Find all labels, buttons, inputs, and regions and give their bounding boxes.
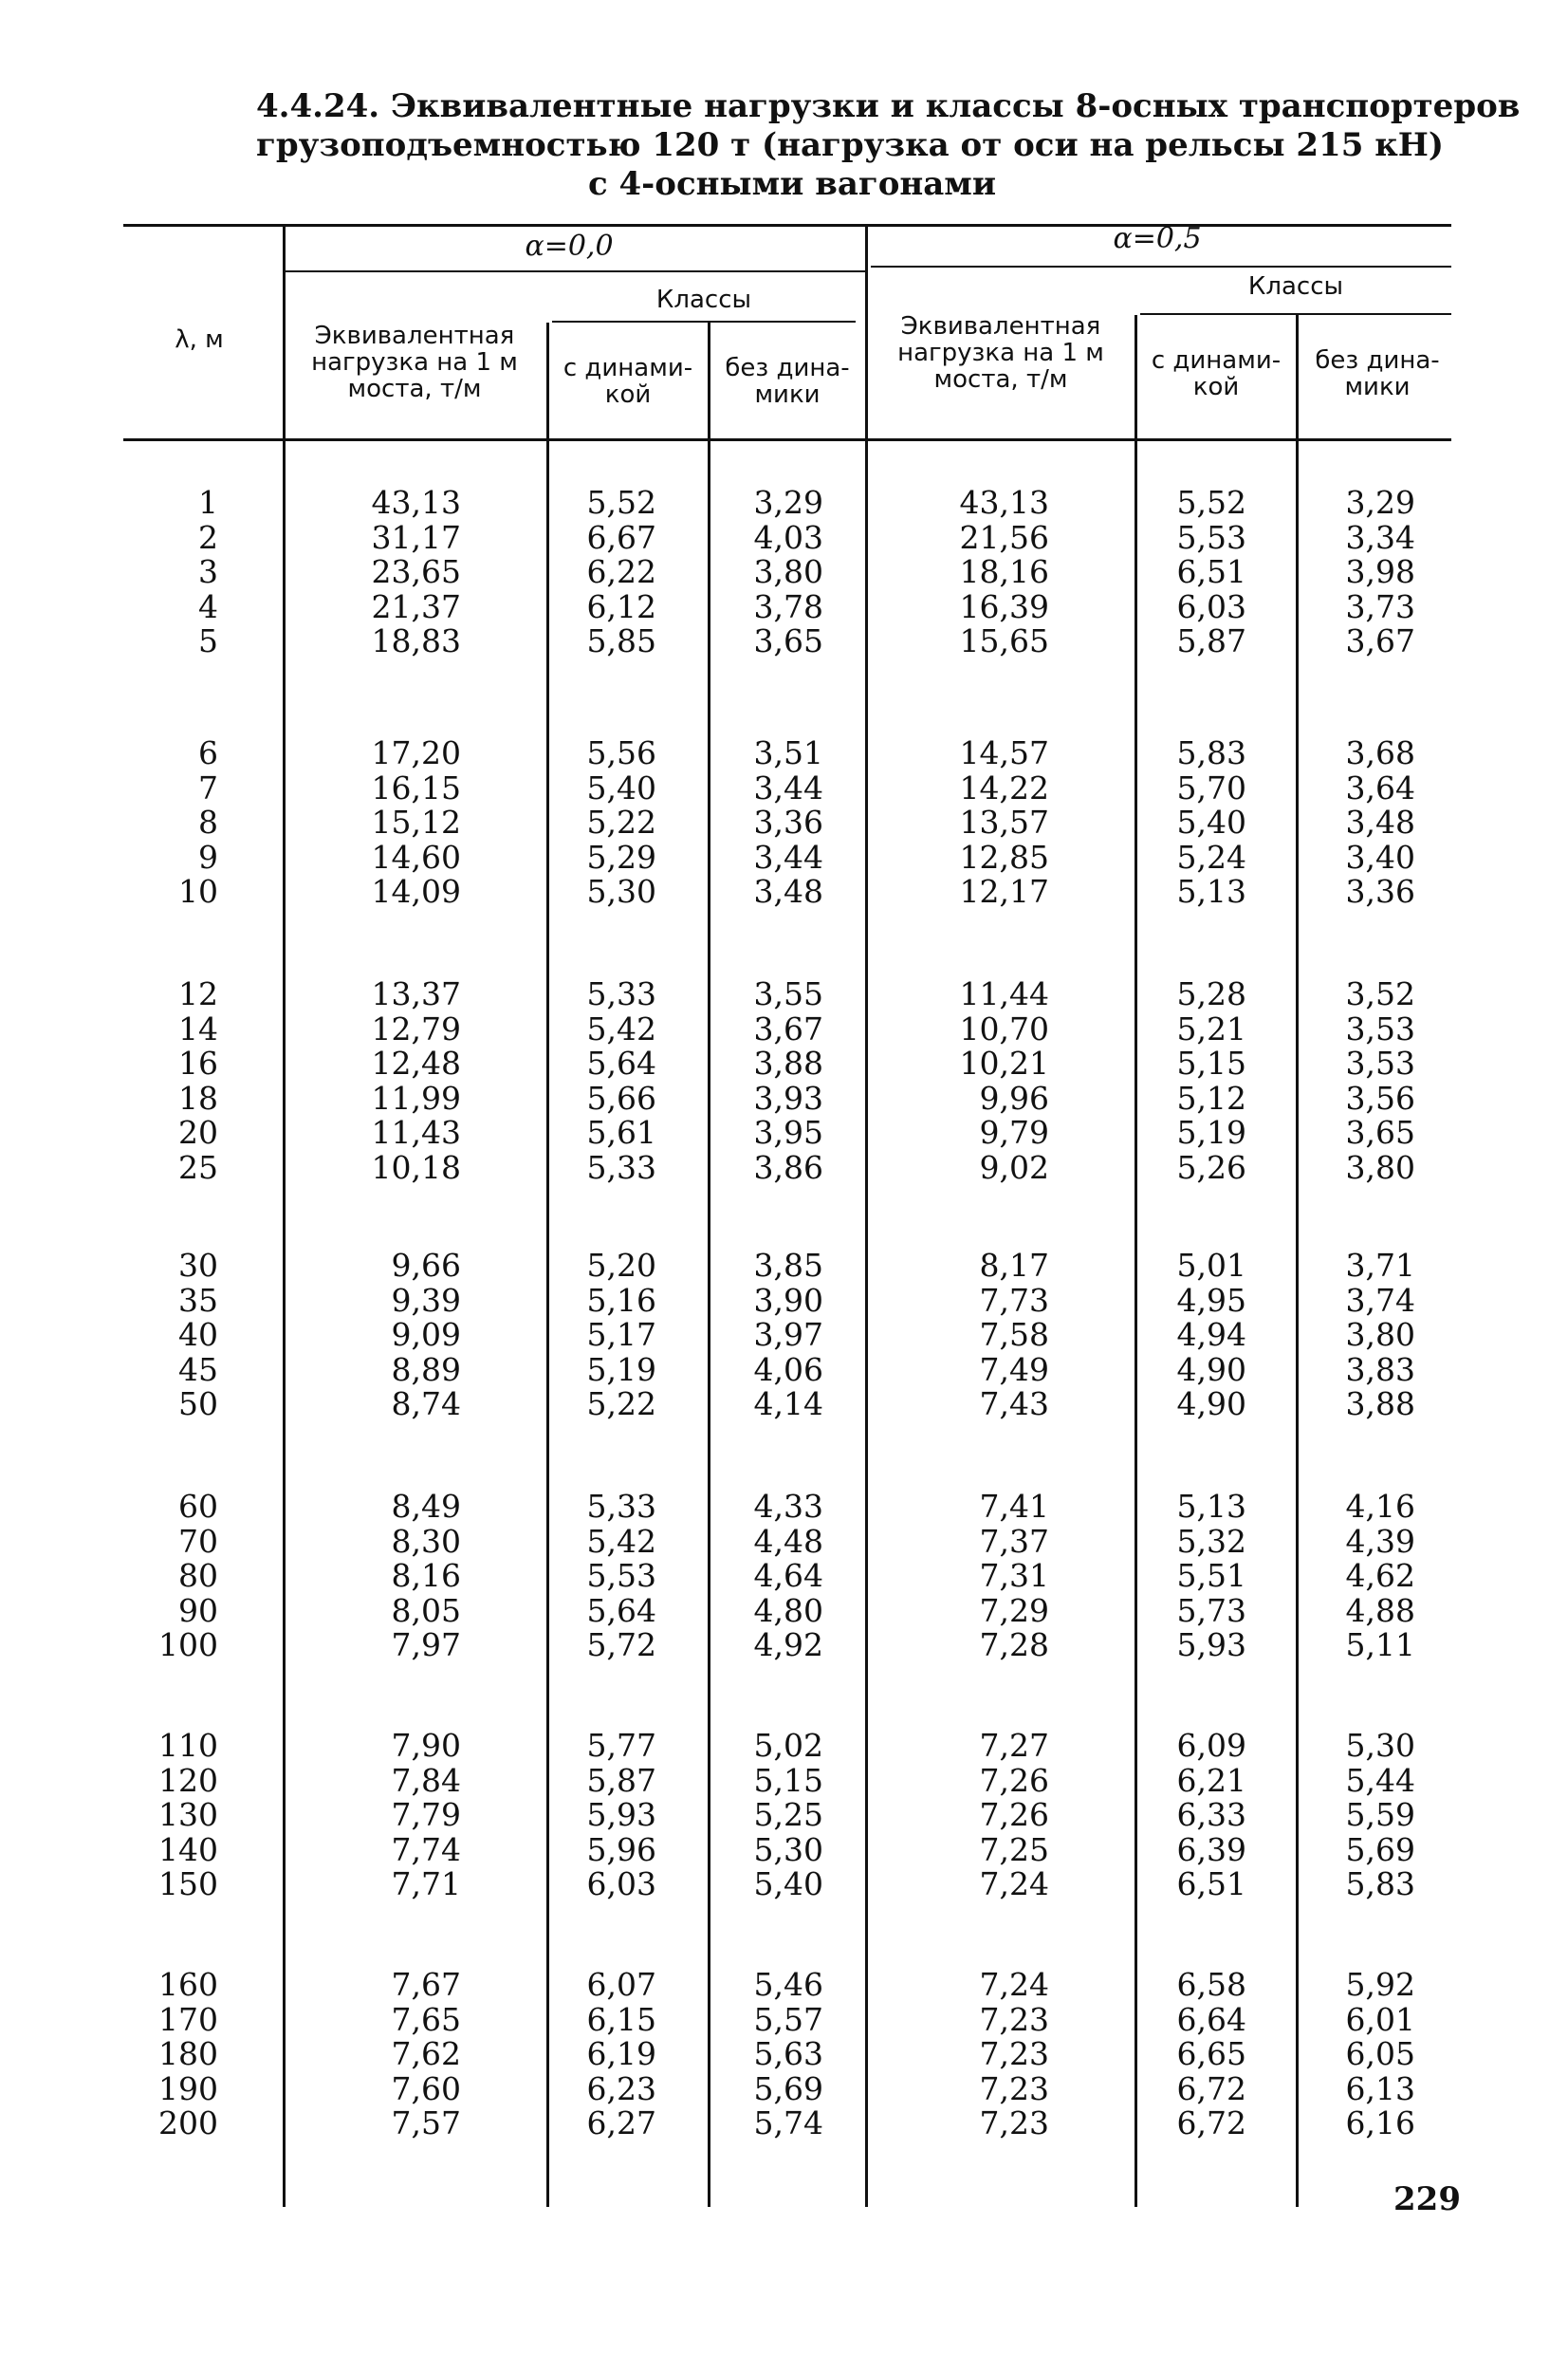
cell-lambda: 120 [158, 1761, 218, 1799]
cell-dyn-0: 5,61 [586, 1114, 656, 1151]
dyn-5-line-1: с динами- [1151, 346, 1282, 375]
cell-lambda: 7 [198, 769, 218, 806]
title-line-1: 4.4.24. Эквивалентные нагрузки и классы 8-осных транспортеров [256, 87, 1521, 125]
cell-dyn-5: 5,01 [1176, 1247, 1246, 1284]
cell-equiv-0: 7,74 [391, 1830, 461, 1868]
cell-dyn-0: 5,33 [586, 1148, 656, 1186]
col-divider-3 [708, 323, 710, 2207]
cell-nodyn-0: 3,78 [753, 587, 823, 625]
cell-nodyn-5: 5,92 [1345, 1966, 1415, 2003]
cell-nodyn-0: 4,64 [753, 1557, 823, 1594]
cell-lambda: 40 [178, 1316, 218, 1353]
cell-nodyn-0: 3,90 [753, 1281, 823, 1319]
cell-dyn-5: 6,65 [1176, 2035, 1246, 2072]
header-dyn-0 [552, 355, 704, 408]
header-nodyn-5 [1301, 347, 1453, 400]
classes0-underline [552, 321, 856, 323]
cell-nodyn-5: 3,29 [1345, 484, 1415, 521]
header-equiv-5 [873, 313, 1129, 393]
cell-nodyn-5: 6,01 [1345, 2000, 1415, 2038]
cell-nodyn-5: 5,59 [1345, 1796, 1415, 1833]
cell-equiv-5: 7,58 [979, 1316, 1049, 1353]
cell-equiv-5: 14,22 [959, 769, 1049, 806]
cell-lambda: 6 [198, 734, 218, 771]
cell-equiv-0: 11,43 [371, 1114, 461, 1151]
cell-lambda: 10 [178, 873, 218, 910]
nodyn-5-line-2: мики [1344, 373, 1411, 401]
cell-nodyn-0: 3,93 [753, 1079, 823, 1117]
cell-nodyn-5: 4,16 [1345, 1488, 1415, 1525]
cell-nodyn-5: 6,13 [1345, 2069, 1415, 2107]
cell-equiv-5: 7,26 [979, 1761, 1049, 1799]
cell-nodyn-5: 5,83 [1345, 1865, 1415, 1902]
cell-nodyn-5: 3,80 [1345, 1316, 1415, 1353]
cell-equiv-0: 13,37 [371, 975, 461, 1012]
cell-dyn-0: 5,66 [586, 1079, 656, 1117]
cell-equiv-0: 12,79 [371, 1010, 461, 1047]
cell-lambda: 30 [178, 1247, 218, 1284]
cell-dyn-0: 5,22 [586, 804, 656, 841]
cell-equiv-5: 9,02 [979, 1148, 1049, 1186]
cell-equiv-0: 8,74 [391, 1385, 461, 1422]
cell-dyn-5: 5,12 [1176, 1079, 1246, 1117]
cell-lambda: 25 [178, 1148, 218, 1186]
dyn-0-line-2: кой [604, 380, 652, 409]
cell-equiv-5: 7,31 [979, 1557, 1049, 1594]
cell-nodyn-0: 3,51 [753, 734, 823, 771]
cell-nodyn-0: 5,25 [753, 1796, 823, 1833]
cell-nodyn-5: 3,88 [1345, 1385, 1415, 1422]
cell-dyn-0: 5,77 [586, 1727, 656, 1764]
cell-dyn-0: 5,87 [586, 1761, 656, 1799]
cell-nodyn-5: 5,44 [1345, 1761, 1415, 1799]
cell-lambda: 20 [178, 1114, 218, 1151]
cell-equiv-0: 14,09 [371, 873, 461, 910]
cell-dyn-0: 6,19 [586, 2035, 656, 2072]
cell-dyn-0: 5,56 [586, 734, 656, 771]
cell-nodyn-5: 4,39 [1345, 1522, 1415, 1560]
cell-equiv-0: 9,66 [391, 1247, 461, 1284]
cell-lambda: 90 [178, 1591, 218, 1629]
equiv-5-line-3: моста, т/м [933, 365, 1068, 394]
cell-lambda: 35 [178, 1281, 218, 1319]
col-divider-2 [546, 323, 549, 2207]
cell-dyn-5: 5,32 [1176, 1522, 1246, 1560]
cell-dyn-5: 6,58 [1176, 1966, 1246, 2003]
col-divider-4 [865, 224, 868, 2207]
dyn-0-line-1: с динами- [563, 354, 693, 382]
cell-dyn-5: 5,19 [1176, 1114, 1246, 1151]
alpha5-underline [871, 266, 1451, 268]
cell-equiv-5: 18,16 [959, 553, 1049, 590]
cell-equiv-0: 7,84 [391, 1761, 461, 1799]
cell-nodyn-0: 4,92 [753, 1626, 823, 1663]
cell-nodyn-0: 5,02 [753, 1727, 823, 1764]
cell-nodyn-5: 6,05 [1345, 2035, 1415, 2072]
cell-dyn-0: 5,64 [586, 1591, 656, 1629]
cell-equiv-0: 15,12 [371, 804, 461, 841]
cell-dyn-5: 6,64 [1176, 2000, 1246, 2038]
cell-dyn-0: 5,16 [586, 1281, 656, 1319]
cell-dyn-5: 6,51 [1176, 1865, 1246, 1902]
cell-dyn-5: 4,94 [1176, 1316, 1246, 1353]
header-classes-5: Классы [1247, 272, 1344, 301]
cell-equiv-5: 7,23 [979, 2035, 1049, 2072]
cell-dyn-5: 6,39 [1176, 1830, 1246, 1868]
cell-lambda: 4 [198, 587, 218, 625]
cell-nodyn-5: 3,68 [1345, 734, 1415, 771]
cell-dyn-5: 5,73 [1176, 1591, 1246, 1629]
cell-lambda: 80 [178, 1557, 218, 1594]
header-alpha-5: α=0,5 [1113, 222, 1202, 255]
cell-dyn-0: 5,19 [586, 1350, 656, 1388]
cell-lambda: 16 [178, 1045, 218, 1082]
cell-equiv-0: 7,97 [391, 1626, 461, 1663]
alpha0-underline [285, 270, 865, 272]
cell-dyn-0: 5,72 [586, 1626, 656, 1663]
cell-dyn-5: 6,33 [1176, 1796, 1246, 1833]
cell-dyn-0: 6,07 [586, 1966, 656, 2003]
cell-nodyn-0: 4,03 [753, 518, 823, 556]
cell-dyn-5: 5,70 [1176, 769, 1246, 806]
cell-lambda: 60 [178, 1488, 218, 1525]
cell-nodyn-0: 3,88 [753, 1045, 823, 1082]
cell-dyn-0: 5,42 [586, 1522, 656, 1560]
equiv-0-line-3: моста, т/м [347, 375, 482, 403]
cell-lambda: 100 [158, 1626, 218, 1663]
cell-nodyn-5: 3,36 [1345, 873, 1415, 910]
cell-lambda: 170 [158, 2000, 218, 2038]
cell-nodyn-0: 3,44 [753, 838, 823, 876]
cell-dyn-0: 6,27 [586, 2104, 656, 2141]
cell-nodyn-0: 5,74 [753, 2104, 823, 2141]
cell-equiv-5: 16,39 [959, 587, 1049, 625]
cell-dyn-5: 5,51 [1176, 1557, 1246, 1594]
cell-equiv-5: 7,41 [979, 1488, 1049, 1525]
cell-equiv-5: 7,24 [979, 1966, 1049, 2003]
cell-equiv-5: 7,23 [979, 2104, 1049, 2141]
cell-nodyn-5: 4,62 [1345, 1557, 1415, 1594]
cell-lambda: 18 [178, 1079, 218, 1117]
cell-nodyn-0: 3,95 [753, 1114, 823, 1151]
dyn-5-line-2: кой [1192, 373, 1240, 401]
header-lambda: λ, м [175, 325, 224, 354]
cell-lambda: 3 [198, 553, 218, 590]
cell-equiv-5: 10,70 [959, 1010, 1049, 1047]
cell-equiv-5: 7,26 [979, 1796, 1049, 1833]
cell-lambda: 130 [158, 1796, 218, 1833]
cell-equiv-0: 8,30 [391, 1522, 461, 1560]
cell-nodyn-0: 3,85 [753, 1247, 823, 1284]
cell-equiv-0: 31,17 [371, 518, 461, 556]
cell-lambda: 9 [198, 838, 218, 876]
cell-equiv-5: 9,79 [979, 1114, 1049, 1151]
cell-equiv-0: 8,49 [391, 1488, 461, 1525]
cell-nodyn-5: 3,73 [1345, 587, 1415, 625]
cell-equiv-5: 7,23 [979, 2000, 1049, 2038]
cell-equiv-5: 12,17 [959, 873, 1049, 910]
cell-dyn-0: 6,67 [586, 518, 656, 556]
cell-equiv-0: 23,65 [371, 553, 461, 590]
cell-lambda: 14 [178, 1010, 218, 1047]
cell-equiv-0: 8,05 [391, 1591, 461, 1629]
cell-equiv-0: 11,99 [371, 1079, 461, 1117]
cell-equiv-5: 7,37 [979, 1522, 1049, 1560]
cell-dyn-5: 5,53 [1176, 518, 1246, 556]
cell-dyn-0: 5,40 [586, 769, 656, 806]
cell-equiv-5: 7,28 [979, 1626, 1049, 1663]
cell-dyn-5: 6,03 [1176, 587, 1246, 625]
cell-nodyn-5: 3,53 [1345, 1010, 1415, 1047]
cell-equiv-0: 21,37 [371, 587, 461, 625]
header-bottom-rule [123, 438, 1451, 441]
cell-nodyn-0: 4,48 [753, 1522, 823, 1560]
nodyn-0-line-1: без дина- [725, 354, 850, 382]
cell-dyn-5: 6,21 [1176, 1761, 1246, 1799]
cell-lambda: 140 [158, 1830, 218, 1868]
cell-nodyn-5: 3,34 [1345, 518, 1415, 556]
cell-nodyn-0: 3,97 [753, 1316, 823, 1353]
cell-equiv-5: 7,25 [979, 1830, 1049, 1868]
cell-equiv-5: 9,96 [979, 1079, 1049, 1117]
cell-nodyn-0: 3,44 [753, 769, 823, 806]
cell-dyn-0: 5,42 [586, 1010, 656, 1047]
cell-lambda: 2 [198, 518, 218, 556]
cell-dyn-5: 5,83 [1176, 734, 1246, 771]
cell-dyn-5: 4,90 [1176, 1350, 1246, 1388]
cell-lambda: 70 [178, 1522, 218, 1560]
col-divider-1 [283, 224, 286, 2207]
cell-equiv-0: 8,16 [391, 1557, 461, 1594]
cell-equiv-0: 8,89 [391, 1350, 461, 1388]
cell-dyn-0: 5,85 [586, 622, 656, 659]
cell-equiv-0: 18,83 [371, 622, 461, 659]
cell-lambda: 12 [178, 975, 218, 1012]
cell-equiv-5: 11,44 [959, 975, 1049, 1012]
cell-nodyn-5: 3,64 [1345, 769, 1415, 806]
cell-lambda: 8 [198, 804, 218, 841]
cell-nodyn-5: 3,83 [1345, 1350, 1415, 1388]
title-line-2: грузоподъемностью 120 т (нагрузка от оси на рельсы 215 кН) [256, 126, 1444, 164]
cell-nodyn-0: 3,36 [753, 804, 823, 841]
cell-nodyn-5: 6,16 [1345, 2104, 1415, 2141]
cell-nodyn-5: 3,71 [1345, 1247, 1415, 1284]
cell-equiv-5: 21,56 [959, 518, 1049, 556]
cell-nodyn-5: 3,48 [1345, 804, 1415, 841]
cell-lambda: 180 [158, 2035, 218, 2072]
page-number: 229 [1393, 2180, 1461, 2218]
cell-nodyn-5: 3,80 [1345, 1148, 1415, 1186]
cell-nodyn-5: 5,11 [1345, 1626, 1415, 1663]
cell-equiv-5: 7,43 [979, 1385, 1049, 1422]
cell-nodyn-0: 3,48 [753, 873, 823, 910]
col-divider-5 [1134, 315, 1137, 2207]
cell-dyn-0: 6,23 [586, 2069, 656, 2107]
cell-dyn-0: 5,93 [586, 1796, 656, 1833]
cell-nodyn-0: 5,63 [753, 2035, 823, 2072]
cell-dyn-0: 5,33 [586, 1488, 656, 1525]
cell-lambda: 110 [158, 1727, 218, 1764]
cell-dyn-5: 5,13 [1176, 873, 1246, 910]
cell-equiv-5: 7,73 [979, 1281, 1049, 1319]
cell-nodyn-0: 4,33 [753, 1488, 823, 1525]
cell-nodyn-0: 3,65 [753, 622, 823, 659]
cell-nodyn-5: 3,98 [1345, 553, 1415, 590]
cell-dyn-5: 5,52 [1176, 484, 1246, 521]
cell-dyn-0: 5,53 [586, 1557, 656, 1594]
cell-equiv-0: 7,57 [391, 2104, 461, 2141]
cell-dyn-5: 5,28 [1176, 975, 1246, 1012]
equiv-5-line-1: Эквивалентная [900, 312, 1101, 341]
cell-lambda: 150 [158, 1865, 218, 1902]
cell-equiv-0: 17,20 [371, 734, 461, 771]
cell-equiv-5: 7,49 [979, 1350, 1049, 1388]
cell-lambda: 200 [158, 2104, 218, 2141]
cell-dyn-5: 5,15 [1176, 1045, 1246, 1082]
cell-dyn-0: 5,64 [586, 1045, 656, 1082]
cell-equiv-0: 7,67 [391, 1966, 461, 2003]
cell-lambda: 1 [198, 484, 218, 521]
cell-dyn-5: 4,95 [1176, 1281, 1246, 1319]
cell-nodyn-5: 3,52 [1345, 975, 1415, 1012]
cell-equiv-5: 10,21 [959, 1045, 1049, 1082]
cell-nodyn-5: 3,67 [1345, 622, 1415, 659]
cell-dyn-5: 5,87 [1176, 622, 1246, 659]
header-equiv-0 [290, 323, 539, 402]
cell-equiv-0: 16,15 [371, 769, 461, 806]
cell-dyn-0: 5,20 [586, 1247, 656, 1284]
cell-nodyn-5: 4,88 [1345, 1591, 1415, 1629]
equiv-0-line-1: Эквивалентная [314, 322, 515, 350]
header-dyn-5 [1140, 347, 1292, 400]
header-nodyn-0 [713, 355, 861, 408]
cell-dyn-5: 5,26 [1176, 1148, 1246, 1186]
cell-dyn-5: 4,90 [1176, 1385, 1246, 1422]
cell-equiv-5: 8,17 [979, 1247, 1049, 1284]
cell-dyn-5: 6,51 [1176, 553, 1246, 590]
cell-nodyn-5: 5,69 [1345, 1830, 1415, 1868]
cell-nodyn-0: 5,46 [753, 1966, 823, 2003]
cell-dyn-0: 5,17 [586, 1316, 656, 1353]
cell-nodyn-0: 4,80 [753, 1591, 823, 1629]
cell-dyn-5: 6,09 [1176, 1727, 1246, 1764]
cell-dyn-5: 5,40 [1176, 804, 1246, 841]
cell-lambda: 5 [198, 622, 218, 659]
cell-nodyn-0: 3,86 [753, 1148, 823, 1186]
cell-nodyn-0: 5,40 [753, 1865, 823, 1902]
cell-equiv-0: 7,65 [391, 2000, 461, 2038]
cell-equiv-0: 7,60 [391, 2069, 461, 2107]
cell-nodyn-5: 3,56 [1345, 1079, 1415, 1117]
cell-dyn-5: 6,72 [1176, 2069, 1246, 2107]
cell-dyn-5: 5,21 [1176, 1010, 1246, 1047]
cell-equiv-0: 7,71 [391, 1865, 461, 1902]
cell-equiv-0: 43,13 [371, 484, 461, 521]
cell-equiv-0: 14,60 [371, 838, 461, 876]
cell-nodyn-0: 3,55 [753, 975, 823, 1012]
cell-equiv-5: 7,27 [979, 1727, 1049, 1764]
header-alpha-0: α=0,0 [525, 230, 614, 263]
cell-equiv-0: 7,62 [391, 2035, 461, 2072]
cell-equiv-0: 9,09 [391, 1316, 461, 1353]
cell-equiv-5: 7,29 [979, 1591, 1049, 1629]
equiv-0-line-2: нагрузка на 1 м [311, 348, 518, 377]
cell-nodyn-5: 5,30 [1345, 1727, 1415, 1764]
title-line-3: с 4-осными вагонами [587, 165, 997, 203]
cell-nodyn-0: 5,30 [753, 1830, 823, 1868]
cell-dyn-5: 5,24 [1176, 838, 1246, 876]
cell-dyn-5: 6,72 [1176, 2104, 1246, 2141]
cell-lambda: 190 [158, 2069, 218, 2107]
cell-dyn-5: 5,13 [1176, 1488, 1246, 1525]
cell-equiv-5: 15,65 [959, 622, 1049, 659]
cell-equiv-0: 7,79 [391, 1796, 461, 1833]
cell-nodyn-0: 4,14 [753, 1385, 823, 1422]
cell-dyn-0: 5,33 [586, 975, 656, 1012]
cell-equiv-5: 12,85 [959, 838, 1049, 876]
cell-equiv-0: 12,48 [371, 1045, 461, 1082]
cell-dyn-0: 6,03 [586, 1865, 656, 1902]
cell-nodyn-0: 3,80 [753, 553, 823, 590]
equiv-5-line-2: нагрузка на 1 м [897, 339, 1104, 367]
cell-equiv-5: 7,23 [979, 2069, 1049, 2107]
cell-nodyn-5: 3,40 [1345, 838, 1415, 876]
cell-nodyn-0: 3,67 [753, 1010, 823, 1047]
cell-nodyn-0: 5,57 [753, 2000, 823, 2038]
table-title [256, 87, 1521, 204]
cell-dyn-0: 5,30 [586, 873, 656, 910]
cell-nodyn-5: 3,74 [1345, 1281, 1415, 1319]
nodyn-0-line-2: мики [754, 380, 821, 409]
cell-equiv-5: 13,57 [959, 804, 1049, 841]
cell-equiv-5: 43,13 [959, 484, 1049, 521]
header-classes-0: Классы [655, 286, 752, 314]
col-divider-6 [1296, 315, 1299, 2207]
cell-lambda: 160 [158, 1966, 218, 2003]
cell-lambda: 45 [178, 1350, 218, 1388]
cell-nodyn-0: 4,06 [753, 1350, 823, 1388]
cell-lambda: 50 [178, 1385, 218, 1422]
cell-equiv-5: 7,24 [979, 1865, 1049, 1902]
cell-nodyn-0: 3,29 [753, 484, 823, 521]
cell-equiv-0: 9,39 [391, 1281, 461, 1319]
cell-dyn-0: 5,96 [586, 1830, 656, 1868]
nodyn-5-line-1: без дина- [1315, 346, 1440, 375]
cell-nodyn-5: 3,53 [1345, 1045, 1415, 1082]
cell-dyn-5: 5,93 [1176, 1626, 1246, 1663]
cell-dyn-0: 6,15 [586, 2000, 656, 2038]
cell-nodyn-5: 3,65 [1345, 1114, 1415, 1151]
cell-equiv-5: 14,57 [959, 734, 1049, 771]
cell-dyn-0: 6,22 [586, 553, 656, 590]
cell-nodyn-0: 5,69 [753, 2069, 823, 2107]
cell-dyn-0: 5,22 [586, 1385, 656, 1422]
cell-equiv-0: 10,18 [371, 1148, 461, 1186]
cell-dyn-0: 6,12 [586, 587, 656, 625]
cell-dyn-0: 5,52 [586, 484, 656, 521]
cell-nodyn-0: 5,15 [753, 1761, 823, 1799]
cell-equiv-0: 7,90 [391, 1727, 461, 1764]
cell-dyn-0: 5,29 [586, 838, 656, 876]
